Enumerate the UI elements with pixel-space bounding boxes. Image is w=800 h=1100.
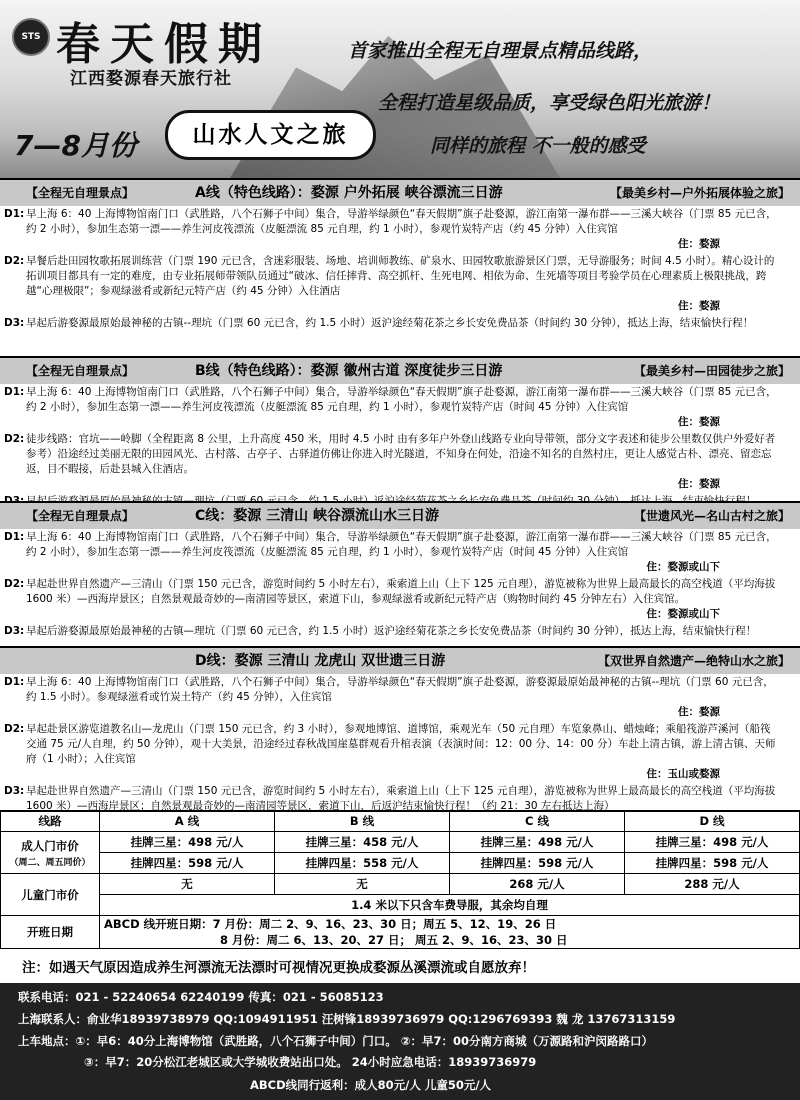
- route-tag: 【全程无自理景点】: [26, 364, 135, 378]
- day-text: 早餐后赴田园牧歌拓展训练营（门票 190 元已含，含迷彩服装、场地、培训师教练、矿泉水、田园牧歌旅游景区门票，无导游服务；时间 4.5 小时）。精心设计的拓训项目都具有一定的难度，由专业拓展师带领队员通过“破冰、信任摔背、高空抓杆、生死电网、相依为命、生死墙等项目考验学员在心理素质上极限挑战，跨越“心理极限”；参观绿滋肴或新纪元特产店（约 45 分钟）入住酒店: [26, 255, 775, 297]
- table-cell: 无: [275, 874, 450, 895]
- day-label: D1:: [4, 386, 25, 398]
- day-text: 早起后游婺源最原始最神秘的古镇—理坑（门票 60 元已含，约 1.5 小时）返沪途经菊花茶之乡长安免费品茶（时间约 30 分钟），抵达上海，结束愉快行程！: [26, 625, 757, 637]
- day-item: [0, 529, 800, 576]
- day-item: [0, 384, 800, 431]
- day-item: [0, 576, 800, 623]
- table-header-cell: C 线: [450, 811, 625, 832]
- table-header-cell: A 线: [100, 811, 275, 832]
- day-text: 早上海 6：40 上海博物馆南门口（武胜路，八个石狮子中间）集合，导游举绿颜色“春天假期”旗子赴婺源，游江南第一瀑布群——三溪大峡谷（门票 85 元已含，约 2 小时），参加生态第一漂——养生河皮筏漂流（皮艇漂流 85 元自理，约 1 小时），参观竹炭特产店（时间 45 分钟）入住宾馆: [26, 386, 777, 413]
- day-text: 早上海 6：40 上海博物馆南门口（武胜路，八个石狮子中间）集合，导游举绿颜色“春天假期”旗子赴婺源，游江南第一瀑布群——三溪大峡谷（门票 85 元已含，约 2 小时），参加生态第一漂——养生河皮筏漂流（皮艇漂流 85 元自理，约 1 小时），参观竹炭特产店（时间 45 分钟）入住宾馆: [26, 531, 777, 558]
- slogan-3: 同样的旅程 不一般的感受: [430, 135, 646, 157]
- day-item: [0, 431, 800, 493]
- day-stay: 住：婺源或山下: [646, 608, 720, 620]
- day-text: 早起赴世界自然遗产—三清山（门票 150 元已含，游览时间约 5 小时左右），乘索道上山（上下 125 元自理），游览被称为世界上最高最长的高空栈道（平均海拔 1600 米）—西海岸景区；自然景观最奇妙的—南清园等景区，索道下山，后返沪结束愉快行程！（约 21：30 左右抵达上海）: [26, 785, 776, 812]
- day-stay: 住：婺源: [678, 238, 720, 250]
- table-cell: 挂牌三星：498 元/人: [100, 832, 275, 853]
- pickup-points-1: 上车地点：①：早6：40分上海博物馆（武胜路，八个石狮子中间）门口。 ②：早7：00分南方商城（万源路和沪闵路路口）: [18, 1034, 653, 1048]
- day-label: D1:: [4, 676, 25, 688]
- route-c: [0, 501, 800, 648]
- table-row: [1, 811, 800, 832]
- day-item: [0, 674, 800, 721]
- rebate-info: ABCD线同行返利：成人80元/人 儿童50元/人: [250, 1078, 492, 1092]
- table-row: [1, 895, 800, 916]
- route-d: [0, 646, 800, 812]
- route-title: B线（特色线路）：婺源 徽州古道 深度徒步三日游: [195, 363, 503, 379]
- day-label: D2:: [4, 255, 25, 267]
- price-table: [0, 810, 800, 949]
- day-item: [0, 623, 800, 640]
- contact-persons: 上海联系人：俞业华18939738979 QQ:1094911951 汪树锋18939736979 QQ:1296769393 魏 龙 13767313159: [18, 1012, 676, 1026]
- route-a: [0, 178, 800, 358]
- table-header-cell: 线路: [1, 811, 100, 832]
- table-cell: 挂牌四星：558 元/人: [275, 853, 450, 874]
- route-tag: 【全程无自理景点】: [26, 186, 135, 200]
- route-header: [0, 178, 800, 206]
- day-label: D2:: [4, 723, 25, 735]
- table-cell: 挂牌四星：598 元/人: [625, 853, 800, 874]
- dates-label: 开班日期: [1, 916, 100, 949]
- adult-label-text: 成人门市价: [21, 838, 79, 853]
- contact-footer: [0, 983, 800, 1100]
- table-cell: 挂牌四星：598 元/人: [100, 853, 275, 874]
- contact-phone: 联系电话：021 - 52240654 62240199 传真：021 - 56085123: [18, 990, 384, 1004]
- child-note: 1.4 米以下只含车费导服，其余均自理: [100, 895, 800, 916]
- slogan-2: 全程打造星级品质，享受绿色阳光旅游！: [378, 92, 721, 114]
- dates-line-2: 8 月份：周二 6、13、20、27 日； 周五 2、9、16、23、30 日: [220, 933, 568, 947]
- day-stay: 住：玉山或婺源: [646, 768, 720, 780]
- day-label: D3:: [4, 317, 25, 329]
- day-label: D3:: [4, 785, 25, 797]
- table-cell: 挂牌三星：498 元/人: [450, 832, 625, 853]
- month-label: 7—8月份: [14, 129, 137, 162]
- route-subtitle: 【世遗风光—名山古村之旅】: [633, 509, 790, 523]
- table-row: [1, 874, 800, 895]
- route-title: D线：婺源 三清山 龙虎山 双世遗三日游: [195, 653, 446, 669]
- route-tag: 【全程无自理景点】: [26, 509, 135, 523]
- table-cell: 挂牌三星：498 元/人: [625, 832, 800, 853]
- route-header: [0, 356, 800, 384]
- agency-name: 江西婺源春天旅行社: [70, 69, 232, 89]
- day-stay: 住：婺源: [678, 300, 720, 312]
- route-title: A线（特色线路）：婺源 户外拓展 峡谷漂流三日游: [195, 185, 503, 201]
- route-subtitle: 【最美乡村—户外拓展体验之旅】: [609, 186, 790, 200]
- day-label: D2:: [4, 433, 25, 445]
- day-item: [0, 206, 800, 253]
- day-label: D2:: [4, 578, 25, 590]
- slogan-1: 首家推出全程无自理景点精品线路，: [348, 40, 653, 62]
- day-label: D1:: [4, 208, 25, 220]
- day-stay: 住：婺源: [678, 416, 720, 428]
- day-item: [0, 721, 800, 783]
- day-text: 徒步线路：官坑——岭脚（全程距离 8 公里，上升高度 450 米，用时 4.5 小时 由有多年户外登山线路专业向导带领，部分文字表述和徒步公里数仅供户外爱好者参考）沿途经过美丽无限的田园风光、古村落、古亭子、古驿道仿佛让你进入时光隧道，不知身在何处，沿途不知名的自然村庄，更让人感觉古朴、漂亮、留恋忘返，目不暇接，后赴县城入住酒店。: [26, 433, 776, 475]
- route-subtitle: 【双世界自然遗产—绝特山水之旅】: [597, 654, 790, 668]
- day-text: 早起赴景区游览道教名山—龙虎山（门票 150 元已含，约 3 小时），参观地博馆、道博馆，乘观光车（50 元自理）车览象鼻山、蜡烛峰；乘船筏游芦溪河（船筏交通 75 元/人自理，约 50 分钟），观十大美景，沿途经过春秋战国崖墓群观看升棺表演（表演时间：12：00 分、14：00 分）车赴上清古镇，游上清古镇、天师府（1 小时）；入住宾馆: [26, 723, 776, 765]
- table-header-cell: B 线: [275, 811, 450, 832]
- routes-section: [0, 178, 800, 810]
- day-label: D3:: [4, 625, 25, 637]
- dates-line-1: ABCD 线开班日期：7 月份：周二 2、9、16、23、30 日；周五 5、12、19、26 日: [104, 917, 557, 931]
- day-text: 早起后游婺源最原始最神秘的古镇--理坑（门票 60 元已含，约 1.5 小时）返沪途经菊花茶之乡长安免费品茶（时间约 30 分钟），抵达上海，结束愉快行程！: [26, 317, 754, 329]
- day-text: 早起赴世界自然遗产—三清山（门票 150 元已含，游览时间约 5 小时左右），乘索道上山（上下 125 元自理），游览被称为世界上最高最长的高空栈道（平均海拔 1600 米）—西海岸景区；自然景观最奇妙的—南清园等景区，索道下山，参观绿滋肴或新纪元特产店（购物时间约 45 分钟左右）入住宾馆。: [26, 578, 776, 605]
- adult-sub-text: （周二、周五同价）: [9, 857, 91, 868]
- route-b: [0, 356, 800, 503]
- pickup-points-2: ③：早7：20分松江老城区或大学城收费站出口处。 24小时应急电话：18939736979: [84, 1055, 537, 1069]
- route-header: [0, 646, 800, 674]
- table-row: [1, 853, 800, 874]
- adult-price-label: [1, 832, 100, 874]
- day-stay: 住：婺源: [678, 478, 720, 490]
- dates-cell: [100, 916, 800, 949]
- table-cell: 268 元/人: [450, 874, 625, 895]
- table-cell: 挂牌四星：598 元/人: [450, 853, 625, 874]
- theme-ribbon: 山水人文之旅: [165, 110, 376, 160]
- table-row: [1, 916, 800, 949]
- table-header-cell: D 线: [625, 811, 800, 832]
- route-subtitle: 【最美乡村—田园徒步之旅】: [633, 364, 790, 378]
- route-header: [0, 501, 800, 529]
- route-title: C线：婺源 三清山 峡谷漂流山水三日游: [195, 508, 440, 524]
- brand-title: 春天假期: [56, 19, 272, 70]
- day-item: [0, 253, 800, 315]
- day-item: [0, 315, 800, 332]
- day-text: 早上海 6：40 上海博物馆南门口（武胜路，八个石狮子中间）集合，导游举绿颜色“春天假期”旗子赴婺源，游婺源最原始最神秘的古镇--理坑（门票 60 元已含，约 1.5 小时）。参观绿滋肴或竹炭土特产（约 45 分钟），入住宾馆: [26, 676, 774, 703]
- day-label: D1:: [4, 531, 25, 543]
- weather-note: 注：如遇天气原因造成养生河漂流无法漂时可视情况更换成婺源丛溪漂流或自愿放弃！: [22, 960, 535, 976]
- sts-logo-icon: STS: [12, 18, 50, 56]
- table-row: [1, 832, 800, 853]
- table-cell: 288 元/人: [625, 874, 800, 895]
- day-stay: 住：婺源或山下: [646, 561, 720, 573]
- child-price-label: 儿童门市价: [1, 874, 100, 916]
- table-cell: 无: [100, 874, 275, 895]
- table-cell: 挂牌三星：458 元/人: [275, 832, 450, 853]
- header-banner: [0, 0, 800, 178]
- day-text: 早上海 6：40 上海博物馆南门口（武胜路，八个石狮子中间）集合，导游举绿颜色“春天假期”旗子赴婺源，游江南第一瀑布群——三溪大峡谷（门票 85 元已含，约 2 小时），参加生态第一漂——养生河皮筏漂流（皮艇漂流 85 元自理，约 1 小时），参观竹炭特产店（约 45 分钟）入住宾馆: [26, 208, 777, 235]
- day-stay: 住：婺源: [678, 706, 720, 718]
